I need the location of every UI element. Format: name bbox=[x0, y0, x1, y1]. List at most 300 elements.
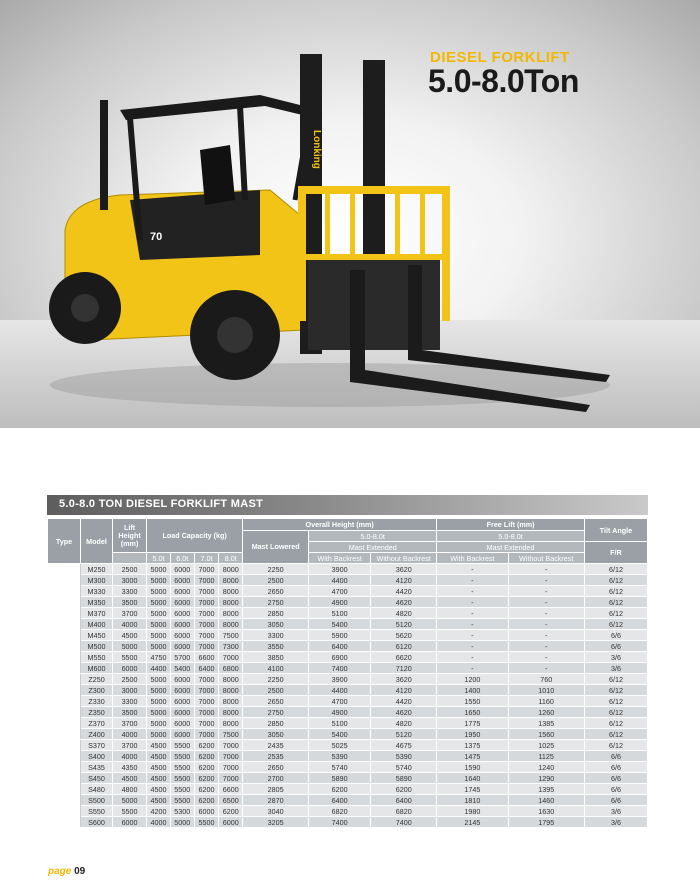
table-cell: 5000 bbox=[147, 619, 171, 630]
table-cell: - bbox=[508, 608, 584, 619]
table-cell: 7000 bbox=[194, 597, 219, 608]
table-row bbox=[48, 806, 648, 817]
table-cell: 7000 bbox=[194, 729, 219, 740]
table-cell: - bbox=[508, 586, 584, 597]
table-cell: 7000 bbox=[194, 608, 219, 619]
table-cell: 1385 bbox=[508, 718, 584, 729]
table-row bbox=[48, 729, 648, 740]
table-cell: S370 bbox=[81, 740, 113, 751]
table-cell: 2535 bbox=[243, 751, 309, 762]
table-cell: 5500 bbox=[170, 795, 194, 806]
table-cell: 4000 bbox=[113, 751, 147, 762]
table-row bbox=[48, 586, 648, 597]
table-cell: 5000 bbox=[147, 718, 171, 729]
table-cell: - bbox=[508, 597, 584, 608]
header-type: Type bbox=[48, 519, 81, 564]
table-cell: 7400 bbox=[371, 817, 437, 828]
page-number bbox=[48, 866, 85, 877]
table-cell: 1630 bbox=[508, 806, 584, 817]
table-cell: 4820 bbox=[371, 718, 437, 729]
table-cell: M450 bbox=[81, 630, 113, 641]
table-cell: 3700 bbox=[113, 740, 147, 751]
table-cell: 6200 bbox=[371, 784, 437, 795]
table-cell: 6/12 bbox=[584, 619, 647, 630]
table-cell: 7000 bbox=[194, 564, 219, 575]
table-cell: - bbox=[437, 663, 508, 674]
table-cell: 3620 bbox=[371, 564, 437, 575]
table-cell: - bbox=[437, 608, 508, 619]
table-cell: 4700 bbox=[309, 696, 371, 707]
table-cell: 4500 bbox=[113, 630, 147, 641]
table-row bbox=[48, 652, 648, 663]
table-cell: S550 bbox=[81, 806, 113, 817]
table-cell: 5890 bbox=[309, 773, 371, 784]
table-cell: 5100 bbox=[309, 608, 371, 619]
table-row bbox=[48, 663, 648, 674]
table-cell: 6000 bbox=[170, 630, 194, 641]
table-cell: 1290 bbox=[508, 773, 584, 784]
table-cell: 6000 bbox=[219, 817, 243, 828]
table-cell: 1745 bbox=[437, 784, 508, 795]
table-row bbox=[48, 564, 648, 575]
table-cell: 4200 bbox=[147, 806, 171, 817]
table-cell: 6/12 bbox=[584, 575, 647, 586]
table-cell: 8000 bbox=[219, 696, 243, 707]
table-cell: 4420 bbox=[371, 586, 437, 597]
group-label-cell bbox=[48, 564, 81, 674]
table-cell: 1400 bbox=[437, 685, 508, 696]
table-cell: 6/6 bbox=[584, 630, 647, 641]
table-cell: 3900 bbox=[309, 674, 371, 685]
table-cell: 6000 bbox=[170, 674, 194, 685]
table-cell: 6000 bbox=[113, 663, 147, 674]
table-cell: S500 bbox=[81, 795, 113, 806]
table-cell: 5000 bbox=[147, 608, 171, 619]
table-cell: 4000 bbox=[147, 817, 171, 828]
table-cell: - bbox=[437, 641, 508, 652]
table-cell: 4500 bbox=[147, 795, 171, 806]
table-row bbox=[48, 773, 648, 784]
table-cell: Z350 bbox=[81, 707, 113, 718]
header-title: 5.0-8.0Ton bbox=[428, 63, 579, 99]
table-cell: 6000 bbox=[170, 597, 194, 608]
table-cell: - bbox=[508, 641, 584, 652]
table-cell: 2650 bbox=[243, 696, 309, 707]
table-cell: 2500 bbox=[243, 575, 309, 586]
table-cell: 6400 bbox=[309, 641, 371, 652]
table-row bbox=[48, 751, 648, 762]
table-cell: Z370 bbox=[81, 718, 113, 729]
table-cell: 6/6 bbox=[584, 762, 647, 773]
table-cell: M500 bbox=[81, 641, 113, 652]
table-row bbox=[48, 795, 648, 806]
table-cell: M600 bbox=[81, 663, 113, 674]
table-cell: - bbox=[437, 652, 508, 663]
table-cell: 2650 bbox=[243, 586, 309, 597]
table-cell: 4500 bbox=[147, 751, 171, 762]
table-cell: 2145 bbox=[437, 817, 508, 828]
table-cell: 5000 bbox=[147, 707, 171, 718]
table-row bbox=[48, 718, 648, 729]
table-cell: 4500 bbox=[147, 773, 171, 784]
table-cell: 6620 bbox=[371, 652, 437, 663]
table-cell: 6000 bbox=[170, 707, 194, 718]
table-cell: 5000 bbox=[113, 795, 147, 806]
table-cell: 6000 bbox=[194, 806, 219, 817]
table-cell: 3700 bbox=[113, 608, 147, 619]
table-row bbox=[48, 608, 648, 619]
table-cell: 2870 bbox=[243, 795, 309, 806]
table-cell: 7000 bbox=[194, 641, 219, 652]
table-cell: 1590 bbox=[437, 762, 508, 773]
table-cell: 1160 bbox=[508, 696, 584, 707]
table-cell: 2750 bbox=[243, 707, 309, 718]
table-cell: 3000 bbox=[113, 685, 147, 696]
table-cell: 1810 bbox=[437, 795, 508, 806]
table-cell: 3050 bbox=[243, 729, 309, 740]
header-lift-height: Lift Height (mm) bbox=[113, 519, 147, 553]
table-cell: 6000 bbox=[170, 564, 194, 575]
table-cell: 7000 bbox=[194, 707, 219, 718]
table-cell: 8000 bbox=[219, 608, 243, 619]
table-cell: 1775 bbox=[437, 718, 508, 729]
table-cell: 5400 bbox=[309, 619, 371, 630]
table-cell: 8000 bbox=[219, 619, 243, 630]
header-mast-lowered: Mast Lowered bbox=[243, 531, 309, 564]
table-cell: 5000 bbox=[147, 564, 171, 575]
table-cell: 4400 bbox=[147, 663, 171, 674]
table-cell: 2500 bbox=[113, 674, 147, 685]
header-with-backrest: With Backrest bbox=[309, 553, 371, 564]
table-cell: 6200 bbox=[194, 773, 219, 784]
table-row bbox=[48, 641, 648, 652]
table-cell: 4100 bbox=[243, 663, 309, 674]
table-row bbox=[48, 685, 648, 696]
table-cell: 6200 bbox=[219, 806, 243, 817]
header-load-8t: 8.0t bbox=[219, 553, 243, 564]
table-cell: Z250 bbox=[81, 674, 113, 685]
table-cell: 6000 bbox=[170, 729, 194, 740]
table-cell: 5500 bbox=[113, 652, 147, 663]
table-row bbox=[48, 696, 648, 707]
table-cell: 6600 bbox=[194, 652, 219, 663]
table-cell: 7000 bbox=[219, 740, 243, 751]
table-cell: 7000 bbox=[194, 685, 219, 696]
table-cell: 4900 bbox=[309, 707, 371, 718]
table-cell: 1795 bbox=[508, 817, 584, 828]
header-overall-range: 5.0-8.0t bbox=[309, 531, 437, 542]
table-cell: 7000 bbox=[194, 575, 219, 586]
table-cell: 7300 bbox=[219, 641, 243, 652]
mast-spec-table bbox=[47, 518, 648, 828]
table-cell: 2850 bbox=[243, 718, 309, 729]
table-cell: 3/6 bbox=[584, 652, 647, 663]
table-cell: 7000 bbox=[194, 696, 219, 707]
header-overall-height: Overall Height (mm) bbox=[243, 519, 437, 531]
table-cell: 2650 bbox=[243, 762, 309, 773]
table-cell: 2805 bbox=[243, 784, 309, 795]
header-fl-without-backrest: Without Backrest bbox=[508, 553, 584, 564]
table-cell: Z400 bbox=[81, 729, 113, 740]
table-cell: 3300 bbox=[243, 630, 309, 641]
table-cell: 4400 bbox=[309, 685, 371, 696]
table-cell: 5890 bbox=[371, 773, 437, 784]
table-cell: 3300 bbox=[113, 586, 147, 597]
table-cell: S450 bbox=[81, 773, 113, 784]
table-cell: 8000 bbox=[219, 564, 243, 575]
table-cell: - bbox=[508, 652, 584, 663]
table-cell: 5000 bbox=[147, 685, 171, 696]
table-cell: 2700 bbox=[243, 773, 309, 784]
header-mast-extended: Mast Extended bbox=[309, 542, 437, 553]
table-cell: 1025 bbox=[508, 740, 584, 751]
table-body bbox=[48, 564, 648, 828]
table-cell: M300 bbox=[81, 575, 113, 586]
table-cell: 7400 bbox=[309, 817, 371, 828]
table-cell: 5000 bbox=[170, 817, 194, 828]
table-cell: 8000 bbox=[219, 674, 243, 685]
table-cell: S480 bbox=[81, 784, 113, 795]
table-row bbox=[48, 619, 648, 630]
table-cell: 3000 bbox=[113, 575, 147, 586]
table-cell: M330 bbox=[81, 586, 113, 597]
table-cell: 6/12 bbox=[584, 564, 647, 575]
table-cell: 5500 bbox=[170, 762, 194, 773]
table-cell: - bbox=[508, 663, 584, 674]
table-cell: 4620 bbox=[371, 707, 437, 718]
table-cell: 6/12 bbox=[584, 674, 647, 685]
page-word: page bbox=[48, 866, 72, 877]
table-cell: 6000 bbox=[170, 641, 194, 652]
table-cell: 5500 bbox=[170, 784, 194, 795]
table-cell: 7120 bbox=[371, 663, 437, 674]
table-cell: 5300 bbox=[170, 806, 194, 817]
table-cell: M550 bbox=[81, 652, 113, 663]
table-cell: 1560 bbox=[508, 729, 584, 740]
table-cell: 7000 bbox=[219, 762, 243, 773]
table-cell: 6500 bbox=[219, 795, 243, 806]
table-cell: 4500 bbox=[147, 762, 171, 773]
table-cell: - bbox=[508, 575, 584, 586]
table-cell: 8000 bbox=[219, 685, 243, 696]
table-cell: 1200 bbox=[437, 674, 508, 685]
table-cell: 4000 bbox=[113, 729, 147, 740]
table-cell: 3/6 bbox=[584, 817, 647, 828]
table-cell: - bbox=[437, 597, 508, 608]
table-cell: 6200 bbox=[194, 795, 219, 806]
table-cell: 4120 bbox=[371, 575, 437, 586]
table-cell: 7000 bbox=[194, 619, 219, 630]
table-cell: 6800 bbox=[219, 663, 243, 674]
table-cell: 6/12 bbox=[584, 718, 647, 729]
table-cell: 3/6 bbox=[584, 663, 647, 674]
table-cell: 8000 bbox=[219, 586, 243, 597]
table-cell: 6/12 bbox=[584, 729, 647, 740]
table-cell: 5740 bbox=[309, 762, 371, 773]
table-cell: 1395 bbox=[508, 784, 584, 795]
table-cell: 8000 bbox=[219, 707, 243, 718]
table-cell: 5000 bbox=[147, 696, 171, 707]
table-cell: S600 bbox=[81, 817, 113, 828]
table-cell: 5000 bbox=[147, 586, 171, 597]
table-cell: 5700 bbox=[170, 652, 194, 663]
table-cell: 4120 bbox=[371, 685, 437, 696]
model-badge: 70 bbox=[150, 231, 163, 243]
table-cell: 6/6 bbox=[584, 784, 647, 795]
table-cell: 6/6 bbox=[584, 751, 647, 762]
group-label-cell bbox=[48, 740, 81, 828]
table-cell: 1980 bbox=[437, 806, 508, 817]
table-cell: 6200 bbox=[194, 784, 219, 795]
table-cell: Z330 bbox=[81, 696, 113, 707]
table-cell: 4000 bbox=[113, 619, 147, 630]
table-cell: 8000 bbox=[219, 597, 243, 608]
header-fl-with-backrest: With Backrest bbox=[437, 553, 508, 564]
header-freelift-range: 5.0-8.0t bbox=[437, 531, 585, 542]
table-cell: 5390 bbox=[309, 751, 371, 762]
table-cell: 5000 bbox=[147, 674, 171, 685]
table-cell: 7500 bbox=[219, 729, 243, 740]
table-cell: 4675 bbox=[371, 740, 437, 751]
table-cell: 2850 bbox=[243, 608, 309, 619]
table-cell: 6/12 bbox=[584, 608, 647, 619]
table-cell: 2250 bbox=[243, 564, 309, 575]
table-cell: 5500 bbox=[170, 751, 194, 762]
section-title: 5.0-8.0 TON DIESEL FORKLIFT MAST bbox=[59, 498, 264, 510]
table-cell: 6/6 bbox=[584, 795, 647, 806]
table-cell: - bbox=[437, 630, 508, 641]
table-cell: 7500 bbox=[219, 630, 243, 641]
table-cell: 2435 bbox=[243, 740, 309, 751]
table-cell: 4750 bbox=[147, 652, 171, 663]
table-cell: 6820 bbox=[309, 806, 371, 817]
table-cell: 6120 bbox=[371, 641, 437, 652]
table-cell: 6400 bbox=[371, 795, 437, 806]
table-cell: 5500 bbox=[170, 740, 194, 751]
table-cell: - bbox=[437, 586, 508, 597]
table-cell: 1640 bbox=[437, 773, 508, 784]
table-cell: 7400 bbox=[309, 663, 371, 674]
table-cell: 2250 bbox=[243, 674, 309, 685]
table-cell: - bbox=[437, 575, 508, 586]
table-cell: 8000 bbox=[219, 575, 243, 586]
table-cell: 5000 bbox=[113, 641, 147, 652]
table-cell: 8000 bbox=[219, 718, 243, 729]
header-load-7t: 7.0t bbox=[194, 553, 219, 564]
table-cell: - bbox=[508, 630, 584, 641]
table-cell: 1240 bbox=[508, 762, 584, 773]
table-row bbox=[48, 630, 648, 641]
table-cell: 6200 bbox=[194, 740, 219, 751]
table-cell: 3050 bbox=[243, 619, 309, 630]
table-cell: 3205 bbox=[243, 817, 309, 828]
table-cell: 5500 bbox=[113, 806, 147, 817]
header-load-capacity: Load Capacity (kg) bbox=[147, 519, 243, 553]
table-cell: S435 bbox=[81, 762, 113, 773]
table-cell: 4820 bbox=[371, 608, 437, 619]
header-fr: F/R bbox=[584, 542, 647, 564]
table-cell: - bbox=[437, 619, 508, 630]
table-cell: 5400 bbox=[170, 663, 194, 674]
table-cell: 6000 bbox=[170, 619, 194, 630]
header-without-backrest: Without Backrest bbox=[371, 553, 437, 564]
table-cell: - bbox=[437, 564, 508, 575]
table-cell: 3500 bbox=[113, 707, 147, 718]
table-cell: 7000 bbox=[194, 586, 219, 597]
table-row bbox=[48, 707, 648, 718]
table-cell: 3040 bbox=[243, 806, 309, 817]
table-row bbox=[48, 674, 648, 685]
table-cell: 6000 bbox=[170, 685, 194, 696]
table-cell: 2500 bbox=[243, 685, 309, 696]
table-cell: 4350 bbox=[113, 762, 147, 773]
table-cell: 6000 bbox=[170, 575, 194, 586]
table-cell: 7000 bbox=[219, 751, 243, 762]
table-cell: 2750 bbox=[243, 597, 309, 608]
table-cell: S400 bbox=[81, 751, 113, 762]
table-cell: 6/12 bbox=[584, 740, 647, 751]
table-cell: 3300 bbox=[113, 696, 147, 707]
table-cell: 6000 bbox=[170, 586, 194, 597]
table-cell: 6/12 bbox=[584, 685, 647, 696]
header-model: Model bbox=[81, 519, 113, 564]
group-label-cell bbox=[48, 674, 81, 740]
table-cell: 6/12 bbox=[584, 696, 647, 707]
table-cell: 1260 bbox=[508, 707, 584, 718]
header-tilt-angle: Tilt Angle bbox=[584, 519, 647, 542]
table-cell: 6/12 bbox=[584, 597, 647, 608]
table-cell: 1460 bbox=[508, 795, 584, 806]
table-row bbox=[48, 575, 648, 586]
table-row bbox=[48, 597, 648, 608]
table-cell: 7000 bbox=[219, 652, 243, 663]
table-cell: 3500 bbox=[113, 597, 147, 608]
table-cell: 6900 bbox=[309, 652, 371, 663]
table-cell: 3900 bbox=[309, 564, 371, 575]
table-cell: 6/6 bbox=[584, 773, 647, 784]
header-mast-extended-freelift: Mast Extended bbox=[437, 542, 585, 553]
table-cell: 5500 bbox=[170, 773, 194, 784]
table-cell: 5025 bbox=[309, 740, 371, 751]
table-cell: M250 bbox=[81, 564, 113, 575]
table-cell: - bbox=[508, 619, 584, 630]
table-cell: 4420 bbox=[371, 696, 437, 707]
table-cell: 7000 bbox=[194, 718, 219, 729]
table-cell: 3620 bbox=[371, 674, 437, 685]
table-cell: 3550 bbox=[243, 641, 309, 652]
table-cell: 5000 bbox=[147, 575, 171, 586]
table-cell: 6200 bbox=[194, 751, 219, 762]
table-cell: M370 bbox=[81, 608, 113, 619]
table-cell: 6200 bbox=[309, 784, 371, 795]
table-cell: 5500 bbox=[194, 817, 219, 828]
table-cell: 1125 bbox=[508, 751, 584, 762]
table-cell: M400 bbox=[81, 619, 113, 630]
table-cell: 4400 bbox=[309, 575, 371, 586]
table-cell: 5120 bbox=[371, 619, 437, 630]
header-load-6t: 6.0t bbox=[170, 553, 194, 564]
table-cell: 4500 bbox=[147, 740, 171, 751]
table-cell: 6/12 bbox=[584, 707, 647, 718]
table-cell: 5100 bbox=[309, 718, 371, 729]
table-cell: M350 bbox=[81, 597, 113, 608]
table-cell: 6000 bbox=[170, 696, 194, 707]
table-cell: 6200 bbox=[194, 762, 219, 773]
table-cell: 6400 bbox=[194, 663, 219, 674]
table-cell: 3700 bbox=[113, 718, 147, 729]
table-cell: 6/6 bbox=[584, 641, 647, 652]
table-cell: 6000 bbox=[170, 608, 194, 619]
